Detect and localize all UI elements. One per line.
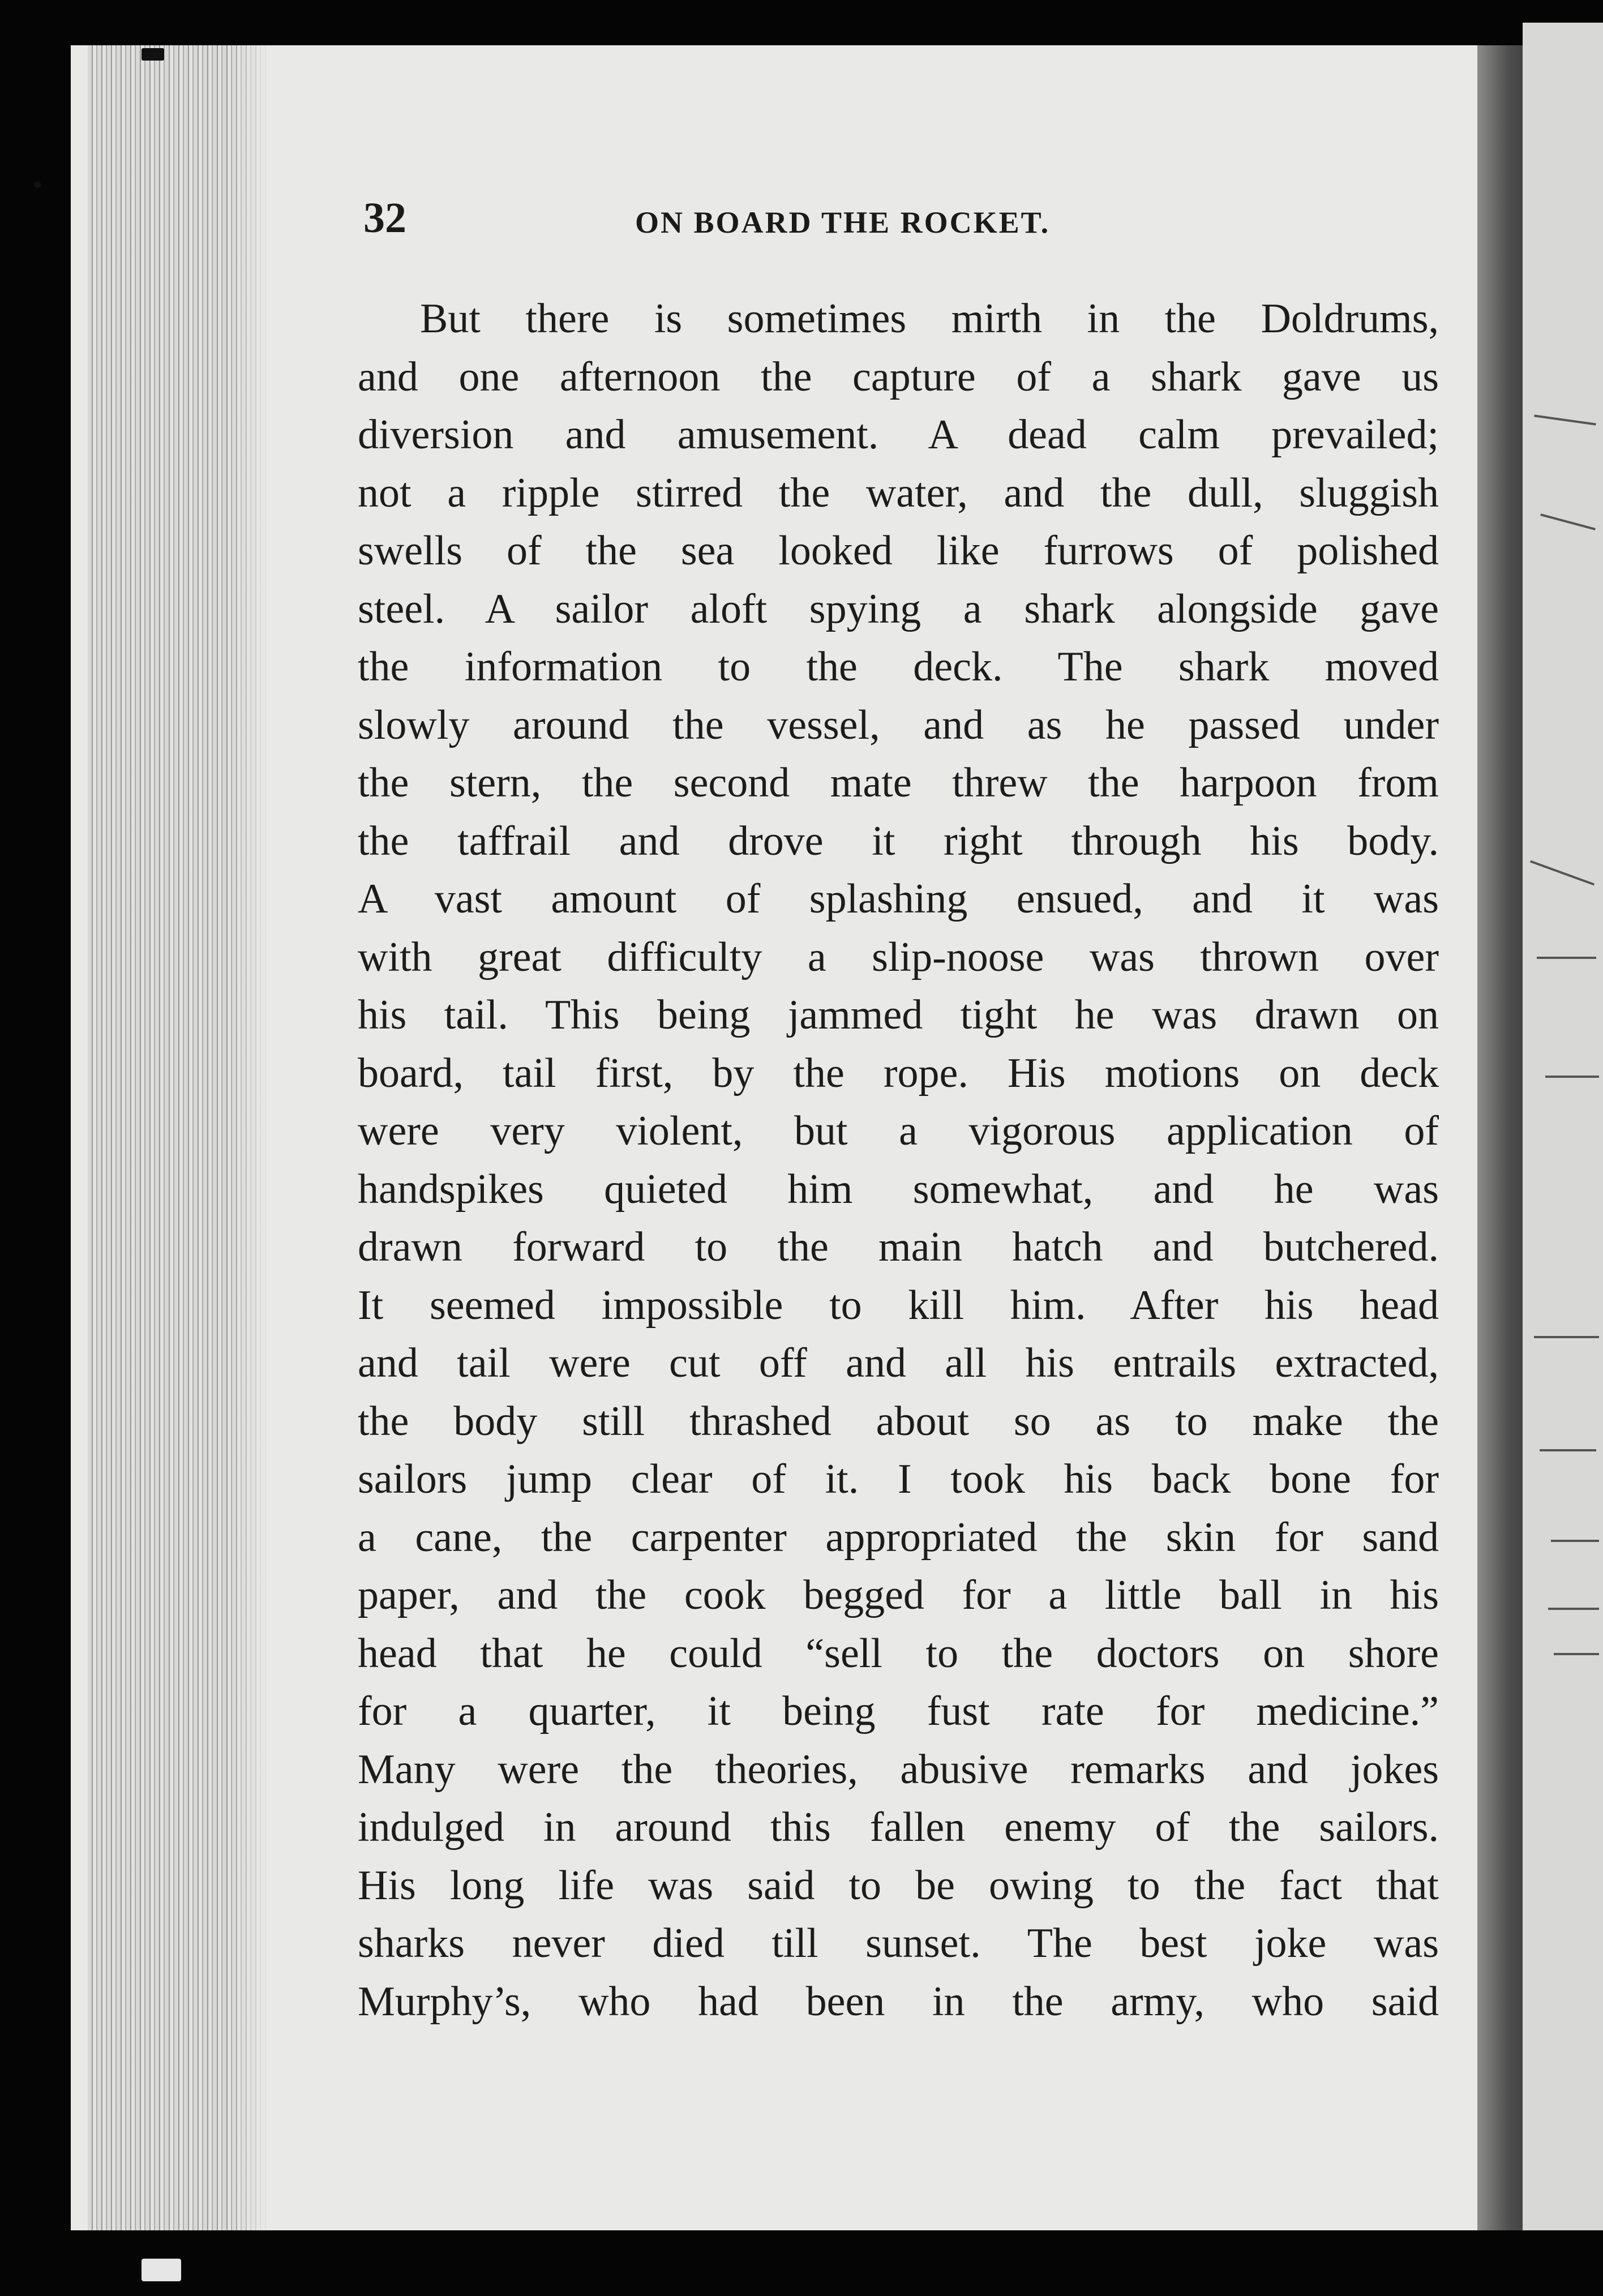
text-line: were very violent, but a vigorous application of [358, 1108, 1439, 1154]
text-line: for a quarter, it being fust rate for medicine.” [358, 1688, 1439, 1734]
facing-page-edge [1523, 23, 1603, 2230]
page-header [358, 192, 1433, 243]
text-line: But there is sometimes mirth in the Doldrums, [420, 295, 1439, 342]
text-line: His long life was said to be owing to the fact that [358, 1862, 1439, 1909]
facing-page-mark [1554, 1653, 1599, 1655]
text-line: sharks never died till sunset. The best joke was [358, 1920, 1439, 1967]
text-line: handspikes quieted him somewhat, and he was [358, 1166, 1439, 1213]
facing-page-mark [1540, 1449, 1596, 1451]
scan-speck [34, 181, 41, 188]
text-line: the information to the deck. The shark moved [358, 644, 1439, 690]
facing-page-mark [1530, 860, 1595, 886]
facing-page-mark [1551, 1540, 1599, 1542]
text-line: steel. A sailor aloft spying a shark alongside gave [358, 585, 1439, 632]
facing-page-mark [1540, 513, 1596, 530]
text-line: drawn forward to the main hatch and butchered. [358, 1224, 1439, 1270]
text-line: and tail were cut off and all his entrails extracted, [358, 1340, 1439, 1386]
page-number: 32 [363, 194, 406, 242]
text-line: A vast amount of splashing ensued, and it was [358, 876, 1439, 922]
text-line: and one afternoon the capture of a shark gave us [358, 353, 1439, 400]
text-line: the body still thrashed about so as to make the [358, 1398, 1439, 1445]
text-line: his tail. This being jammed tight he was drawn on [358, 992, 1439, 1038]
facing-page-mark [1534, 1336, 1599, 1338]
text-line: head that he could “sell to the doctors on shore [358, 1630, 1439, 1677]
facing-page-mark [1548, 1608, 1599, 1610]
text-line: Murphy’s, who had been in the army, who said [358, 1978, 1439, 2025]
text-line: sailors jump clear of it. I took his back bone for [358, 1456, 1439, 1502]
running-head: ON BOARD THE ROCKET. [635, 205, 1051, 239]
facing-page-mark [1537, 957, 1596, 959]
scan-speck [142, 48, 164, 61]
body-paragraph [358, 290, 1439, 2031]
text-line: with great difficulty a slip-noose was thrown over [358, 933, 1439, 980]
text-line: the stern, the second mate threw the harpoon from [358, 760, 1439, 806]
text-line: swells of the sea looked like furrows of polished [358, 528, 1439, 574]
page-edge-fade [229, 45, 269, 2230]
text-line: the taffrail and drove it right through his body. [358, 817, 1439, 864]
text-line: diversion and amusement. A dead calm prevailed; [358, 412, 1439, 458]
facing-page-mark [1534, 414, 1596, 425]
text-line: Many were the theories, abusive remarks and jokes [358, 1746, 1439, 1793]
text-line: It seemed impossible to kill him. After his head [358, 1282, 1439, 1329]
text-line: not a ripple stirred the water, and the dull, sluggish [358, 469, 1439, 516]
text-line: a cane, the carpenter appropriated the skin for sand [358, 1514, 1439, 1561]
scan-speck [142, 2259, 181, 2281]
text-line: indulged in around this fallen enemy of the sailors. [358, 1804, 1439, 1850]
text-line: board, tail first, by the rope. His motions on deck [358, 1050, 1439, 1096]
text-line: paper, and the cook begged for a little ball in his [358, 1572, 1439, 1618]
page-content [358, 192, 1439, 2031]
facing-page-mark [1545, 1076, 1599, 1078]
text-line: slowly around the vessel, and as he passed under [358, 701, 1439, 748]
